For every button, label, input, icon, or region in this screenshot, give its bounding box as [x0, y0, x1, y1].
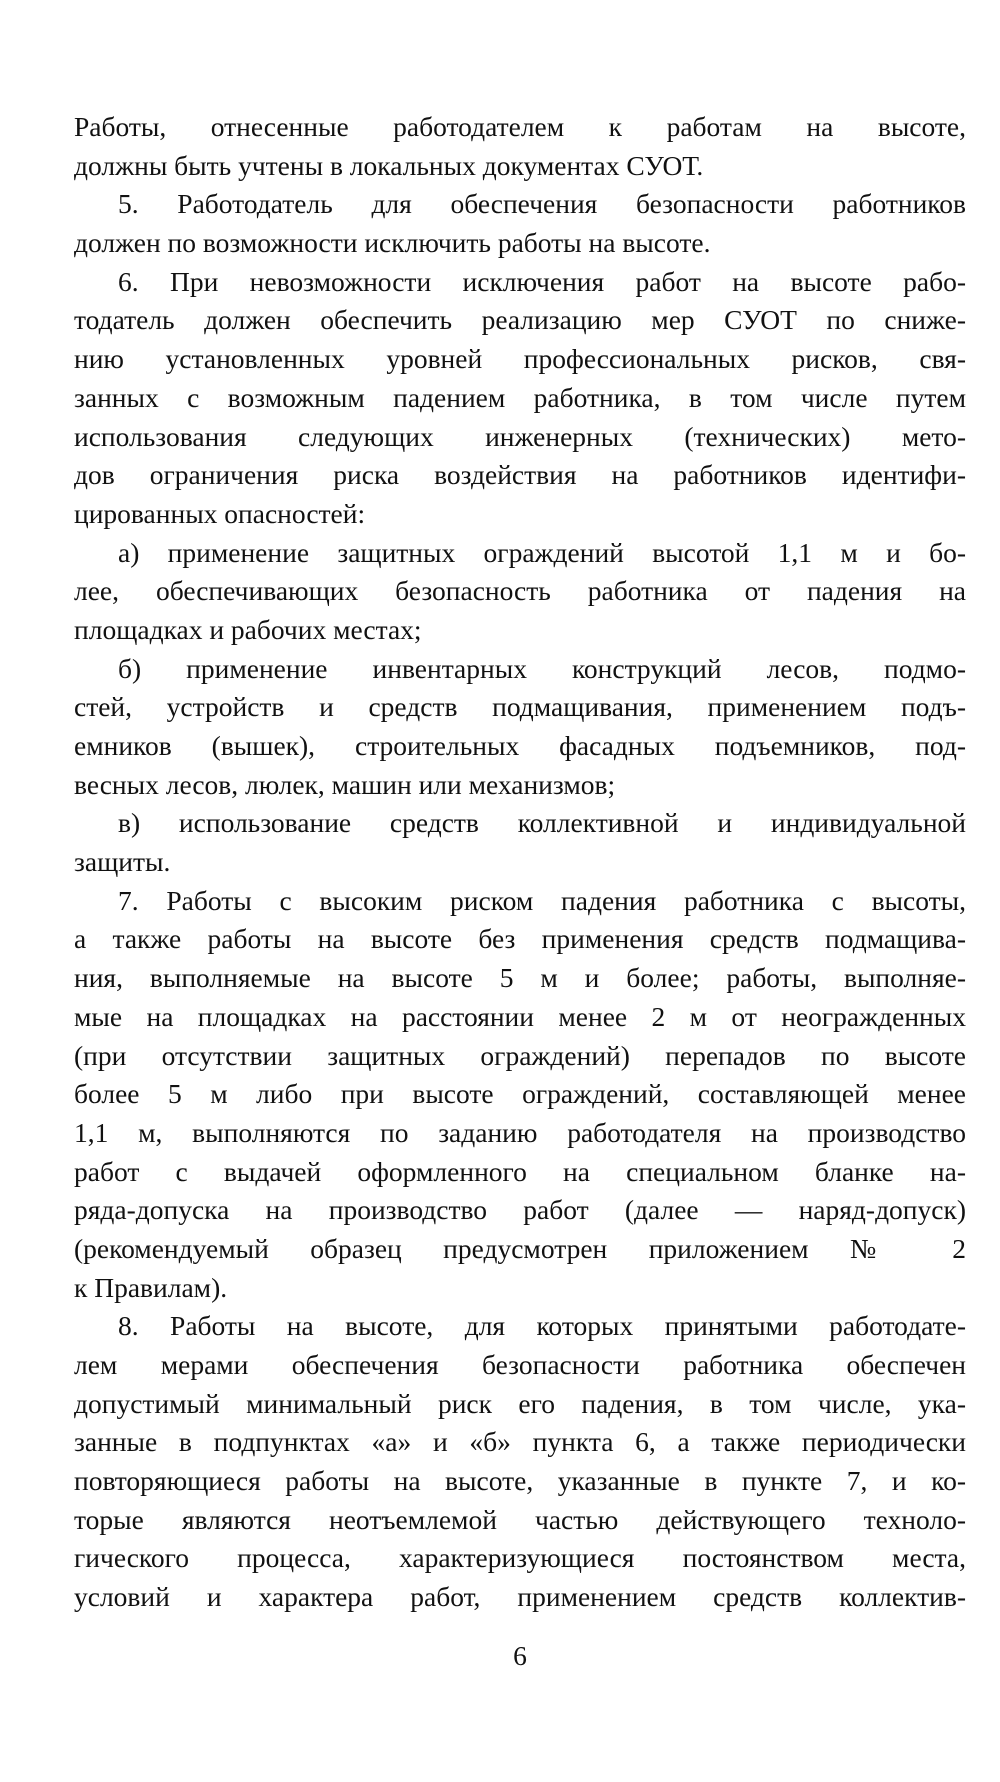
text-line: б) применение инвентарных конструкций лесов, подмо-: [118, 652, 966, 684]
document-body: [74, 108, 966, 1617]
text-line: 1,1 м, выполняются по заданию работодателя на производство: [74, 1116, 966, 1148]
text-line: ряда-допуска на производство работ (далее — наряд-допуск): [74, 1194, 966, 1226]
text-line: торые являются неотъемлемой частью действующего техноло-: [74, 1503, 966, 1535]
text-line: мые на площадках на расстоянии менее 2 м от неогражденных: [74, 1000, 966, 1032]
text-line: в) использование средств коллективной и индивидуальной: [118, 807, 966, 839]
text-line: дов ограничения риска воздействия на работников идентифи-: [74, 459, 966, 491]
text-line: условий и характера работ, применением средств коллектив-: [74, 1581, 966, 1613]
text-line: должен по возможности исключить работы на высоте.: [74, 227, 711, 259]
text-line: 8. Работы на высоте, для которых принятыми работодате-: [118, 1310, 966, 1342]
text-line: занных с возможным падением работника, в том числе путем: [74, 381, 966, 413]
text-line: гического процесса, характеризующиеся постоянством места,: [74, 1542, 966, 1574]
text-line: цированных опасностей:: [74, 497, 366, 529]
text-line: Работы, отнесенные работодателем к работам на высоте,: [74, 111, 966, 142]
text-line: использования следующих инженерных (технических) мето-: [74, 420, 966, 452]
text-line: тодатель должен обеспечить реализацию мер СУОТ по сниже-: [74, 304, 966, 336]
text-line: площадках и рабочих местах;: [74, 613, 422, 645]
text-line: повторяющиеся работы на высоте, указанные в пункте 7, и ко-: [74, 1465, 966, 1497]
text-line: 7. Работы с высоким риском падения работника с высоты,: [118, 884, 966, 916]
text-line: (при отсутствии защитных ограждений) перепадов по высоте: [74, 1039, 966, 1071]
text-line: более 5 м либо при высоте ограждений, составляющей менее: [74, 1078, 966, 1110]
text-line: а также работы на высоте без применения средств подмащива-: [74, 923, 966, 955]
text-line: лем мерами обеспечения безопасности работника обеспечен: [74, 1349, 966, 1380]
text-line: (рекомендуемый образец предусмотрен приложением № 2: [74, 1232, 966, 1264]
text-line: весных лесов, люлек, машин или механизмов;: [74, 768, 616, 800]
text-line: лее, обеспечивающих безопасность работника от падения на: [74, 575, 966, 607]
text-line: к Правилам).: [74, 1271, 228, 1303]
text-line: работ с выдачей оформленного на специальном бланке на-: [74, 1155, 966, 1187]
text-line: допустимый минимальный риск его падения, в том числе, ука-: [74, 1387, 966, 1419]
text-line: должны быть учтены в локальных документах СУОТ.: [74, 149, 704, 181]
text-line: нию установленных уровней профессиональных рисков, свя-: [74, 343, 966, 375]
text-line: ния, выполняемые на высоте 5 м и более; работы, выполняе-: [74, 962, 966, 994]
text-line: занные в подпунктах «а» и «б» пункта 6, а также периодически: [74, 1426, 966, 1458]
page-number: 6: [513, 1640, 527, 1671]
text-line: защиты.: [74, 846, 171, 878]
text-line: емников (вышек), строительных фасадных подъемников, под-: [74, 730, 966, 761]
text-line: 5. Работодатель для обеспечения безопасности работников: [118, 188, 966, 220]
text-line: стей, устройств и средств подмащивания, применением подъ-: [74, 691, 966, 723]
text-line: 6. При невозможности исключения работ на высоте рабо-: [118, 265, 966, 297]
text-line: а) применение защитных ограждений высотой 1,1 м и бо-: [118, 536, 966, 568]
